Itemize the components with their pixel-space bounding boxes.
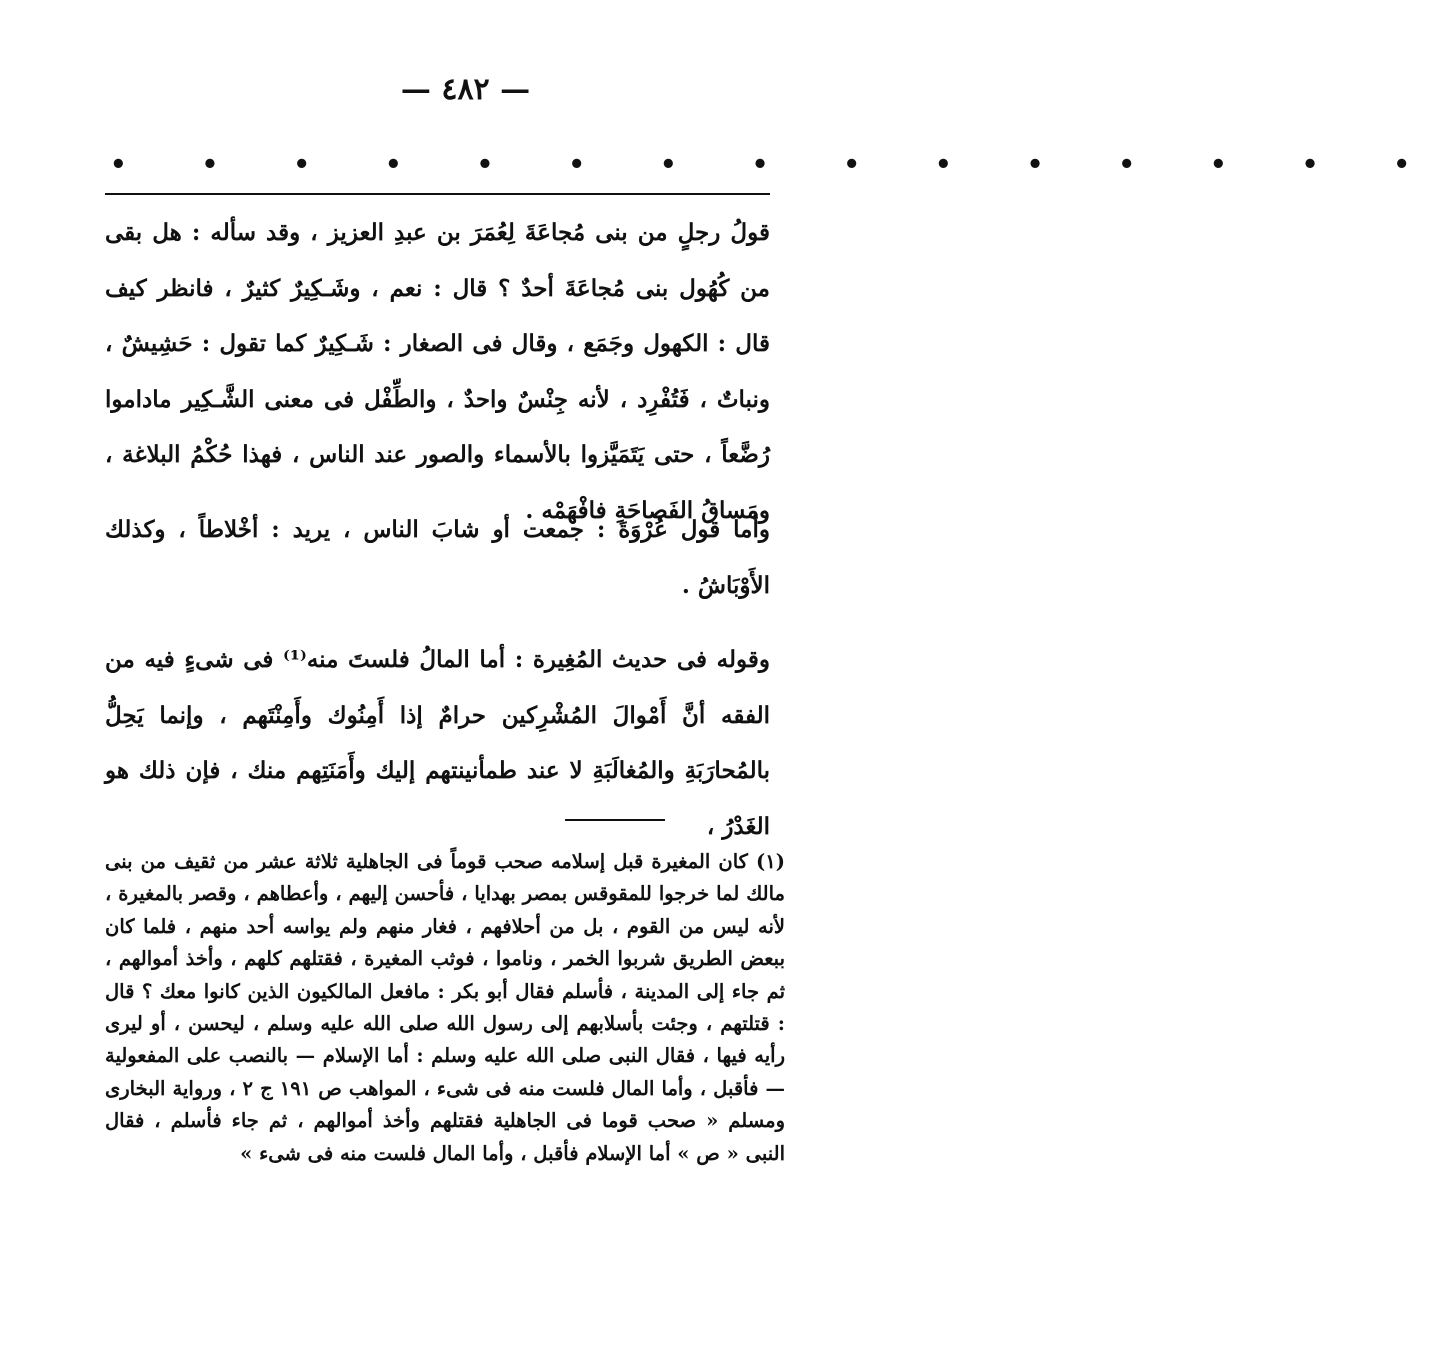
page-number: — ٤٨٢ —: [400, 72, 531, 107]
footnote-text: (١) كان المغيرة قبل إسلامه صحب قوماً فى الجاهلية ثلاثة عشر من ثقيف من بنى مالك لما خرجوا للمقوقس بمصر بهدايا ، فأحسن إليهم ، وأعطاهم ، وقصر بالمغيرة ، لأنه ليس من القوم ، بل من أحلافهم ، فغار منهم ولم يواسه أحد منهم ، فلما كان ببعض الطريق شربوا الخمر ، وناموا ، فوثب المغيرة ، فقتلهم كلهم ، وأخذ أموالهم ، ثم جاء إلى المدينة ، فأسلم فقال أبو بكر : مافعل المالكيون الذين كانوا معك ؟ قال : قتلتهم ، وجئت بأسلابهم إلى رسول الله صلى الله عليه وسلم ، ليحسن ، أو ليرى رأيه فيها ، فقال النبى صلى الله عليه وسلم : أما الإسلام — بالنصب على المفعولية — فأقبل ، وأما المال فلست منه فى شىء ، المواهب ص ١٩١ ج ٢ ، ورواية البخارى ومسلم « صحب قوما فى الجاهلية فقتلهم وأخذ أموالهم ، ثم جاء فأسلم ، فقال النبى « ص » أما الإسلام فأقبل ، وأما المال فلست منه فى شىء »: [105, 850, 785, 1165]
paragraph-text: وقوله فى حديث المُغِيرة : أما المالُ فلستَ منه⁽¹⁾ فى شىءٍ فيه من الفقه أنَّ أَمْوالَ المُشْرِكين حرامٌ إذا أَمِنُوك وأَمِنْتَهم ، وإنما يَحِلُّ بالمُحارَبَةِ والمُغالَبَةِ لا عند طمأنينتهم إليك وأَمَنَتِهم منك ، فإن ذلك هو الغَدْرُ ،: [105, 646, 770, 840]
header-rule: [105, 193, 770, 195]
footnote: [105, 846, 785, 1170]
paragraph-1: [105, 205, 770, 538]
footnote-separator: [565, 819, 665, 821]
paragraph-text: قولُ رجلٍ من بنى مُجاعَةَ لِعُمَرَ بن عبدِ العزيز ، وقد سأله : هل بقى من كُهُول بنى مُجاعَةَ أحدٌ ؟ قال : نعم ، وشَـكِيرٌ كثيرٌ ، فانظر كيف قال : الكهول وجَمَع ، وقال فى الصغار : شَـكِيرٌ كما تقول : حَشِيشٌ ، ونباتٌ ، فَتُفْرِد ، لأنه جِنْسٌ واحدٌ ، والطِّفْل فى معنى الشَّـكِير ماداموا رُضَّعاً ، حتى يَتَمَيَّزوا بالأسماء والصور عند الناس ، فهذا حُكْمُ البلاغة ، ومَساقُ الفَصاحَةِ فافْهَمْه .: [105, 219, 770, 524]
paragraph-text: وأما قول عُرْوَةَ : جمعت أو شابَ الناس ، يريد : أخْلاطاً ، وكذلك الأَوْبَاشُ .: [105, 516, 770, 599]
paragraph-2: [105, 502, 770, 613]
ornamental-dots: • • • • • • • • • • • • • • •: [110, 150, 1443, 180]
paragraph-3: [105, 632, 770, 854]
